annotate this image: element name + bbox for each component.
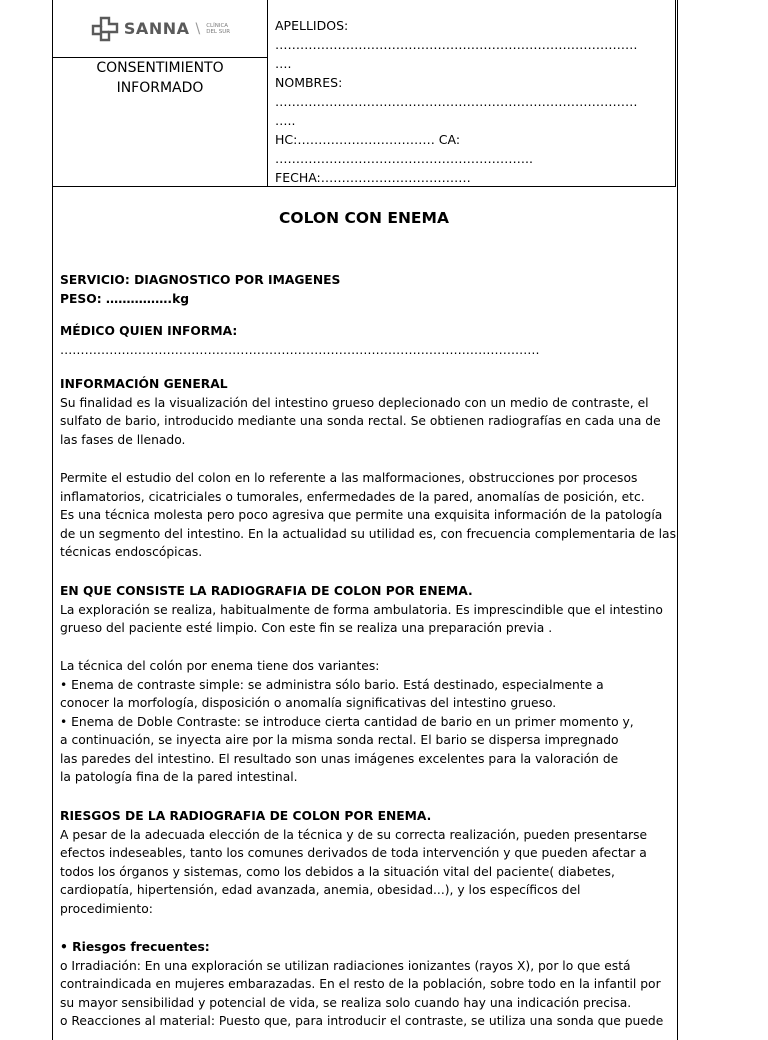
consiste-line: • Enema de contraste simple: se administra sólo bario. Está destinado, especialmente a xyxy=(60,677,604,692)
medico-label: MÉDICO QUIEN INFORMA: xyxy=(60,324,238,338)
riesgos-frecuentes-heading: • Riesgos frecuentes: xyxy=(60,940,210,954)
consent-title-line-1: CONSENTIMIENTO xyxy=(96,60,224,76)
logo-cell xyxy=(53,0,267,58)
field-apellidos-label: APELLIDOS: xyxy=(275,18,349,33)
field-hc-ca: HC:…………………………… CA: xyxy=(275,132,461,147)
consiste-line: conocer la morfología, disposición o anomalía significativas del intestino grueso. xyxy=(60,696,557,710)
frecuentes-line: contraindicada en mujeres embarazadas. En el resto de la población, sobre todo en la infantil por xyxy=(60,977,661,991)
riesgos-line: efectos indeseables, tanto los comunes derivados de toda intervención y que pueden afectar a xyxy=(60,846,647,860)
info-line: inflamatorios, cicatriciales o tumorales, enfermedades de la pared, anomalías de posición, etc. xyxy=(60,489,645,504)
info-line: sulfato de bario, introducido mediante una sonda rectal. Se obtienen radiografías en cada una de xyxy=(60,414,661,428)
field-nombres-line-cont: ….. xyxy=(275,113,296,128)
peso-line: PESO: …………….kg xyxy=(60,291,190,306)
info-general-section xyxy=(60,375,672,449)
consiste-heading: EN QUE CONSISTE LA RADIOGRAFIA DE COLON POR ENEMA. xyxy=(60,584,473,598)
info-line: de un segmento del intestino. En la actualidad su utilidad es, con frecuencia complementaria de las xyxy=(60,526,676,541)
frecuentes-line: o Irradiación: En una exploración se utilizan radiaciones ionizantes (rayos X), por lo que está xyxy=(60,958,631,973)
servicio-line: SERVICIO: DIAGNOSTICO POR IMAGENES xyxy=(60,273,341,287)
info-line: Es una técnica molesta pero poco agresiva que permite una exquisita información de la patología xyxy=(60,508,663,522)
logo-sub-line-1: CLÍNICA xyxy=(206,22,229,29)
sanna-logo xyxy=(90,16,230,42)
info-line: Permite el estudio del colon en lo referente a las malformaciones, obstrucciones por procesos xyxy=(60,471,638,485)
frecuentes-line: o Reacciones al material: Puesto que, para introducir el contraste, se utiliza una sonda que puede xyxy=(60,1014,664,1028)
consent-title-line-2: INFORMADO xyxy=(116,80,204,96)
consiste-line: a continuación, se inyecta aire por la misma sonda rectal. El bario se dispersa impregnado xyxy=(60,733,619,747)
logo-separator: \ xyxy=(195,20,201,37)
field-apellidos-line: …………………………………………………………………………… xyxy=(275,37,638,52)
info-general-heading: INFORMACIÓN GENERAL xyxy=(60,377,228,391)
document-title: COLON CON ENEMA xyxy=(279,209,449,227)
logo-subtitle xyxy=(206,23,230,35)
riesgos-line: cardiopatía, hipertensión, edad avanzada, anemia, obesidad...), y los específicos del xyxy=(60,883,581,897)
field-ca-line: …………………………………………………….. xyxy=(275,151,533,166)
medico-line: ……………………………………………………………………………………………………… xyxy=(60,342,540,357)
riesgos-line: A pesar de la adecuada elección de la técnica y de su correcta realización, pueden presentarse xyxy=(60,827,648,842)
riesgos-heading: RIESGOS DE LA RADIOGRAFIA DE COLON POR ENEMA. xyxy=(60,809,432,823)
info-line: técnicas endoscópicas. xyxy=(60,545,203,559)
consiste-line: la patología fina de la pared intestinal. xyxy=(60,770,298,784)
field-apellidos-line-cont: …. xyxy=(275,56,292,71)
info-paragraph-2 xyxy=(60,469,676,562)
consent-title-cell xyxy=(53,58,267,187)
consiste-line: La exploración se realiza, habitualmente de forma ambulatoria. Es imprescindible que el intestino xyxy=(60,602,663,617)
logo-sub-line-2: DEL SUR xyxy=(206,28,231,35)
info-line: Su finalidad es la visualización del intestino grueso deplecionado con un medio de contraste, el xyxy=(60,395,649,410)
patient-fields xyxy=(267,0,675,187)
riesgos-line: procedimiento: xyxy=(60,901,153,916)
field-nombres-line: …………………………………………………………………………… xyxy=(275,94,638,109)
consiste-paragraph-2 xyxy=(60,657,672,787)
consiste-line: La técnica del colón por enema tiene dos variantes: xyxy=(60,659,380,673)
field-fecha: FECHA:……………………………… xyxy=(275,170,471,185)
sanna-cross-icon xyxy=(90,16,120,42)
frecuentes-line: su mayor sensibilidad y potencial de vida, se realiza solo cuando hay una indicación precisa. xyxy=(60,995,632,1010)
riesgos-frecuentes-section xyxy=(60,938,672,1031)
riesgos-section xyxy=(60,807,672,918)
consiste-line: • Enema de Doble Contraste: se introduce cierta cantidad de bario en un primer momento y, xyxy=(60,714,634,729)
field-nombres-label: NOMBRES: xyxy=(275,75,343,90)
riesgos-line: todos los órganos y sistemas, como los debidos a la situación vital del paciente( diabetes, xyxy=(60,864,615,879)
consiste-line: grueso del paciente esté limpio. Con este fin se realiza una preparación previa . xyxy=(60,621,553,635)
logo-brand: SANNA xyxy=(123,19,190,38)
form-header xyxy=(52,0,676,187)
consiste-line: las paredes del intestino. El resultado son unas imágenes excelentes para la valoración de xyxy=(60,751,619,766)
consiste-section xyxy=(60,582,672,638)
info-line: las fases de llenado. xyxy=(60,432,186,447)
service-block xyxy=(60,271,672,308)
medico-block xyxy=(60,322,672,359)
